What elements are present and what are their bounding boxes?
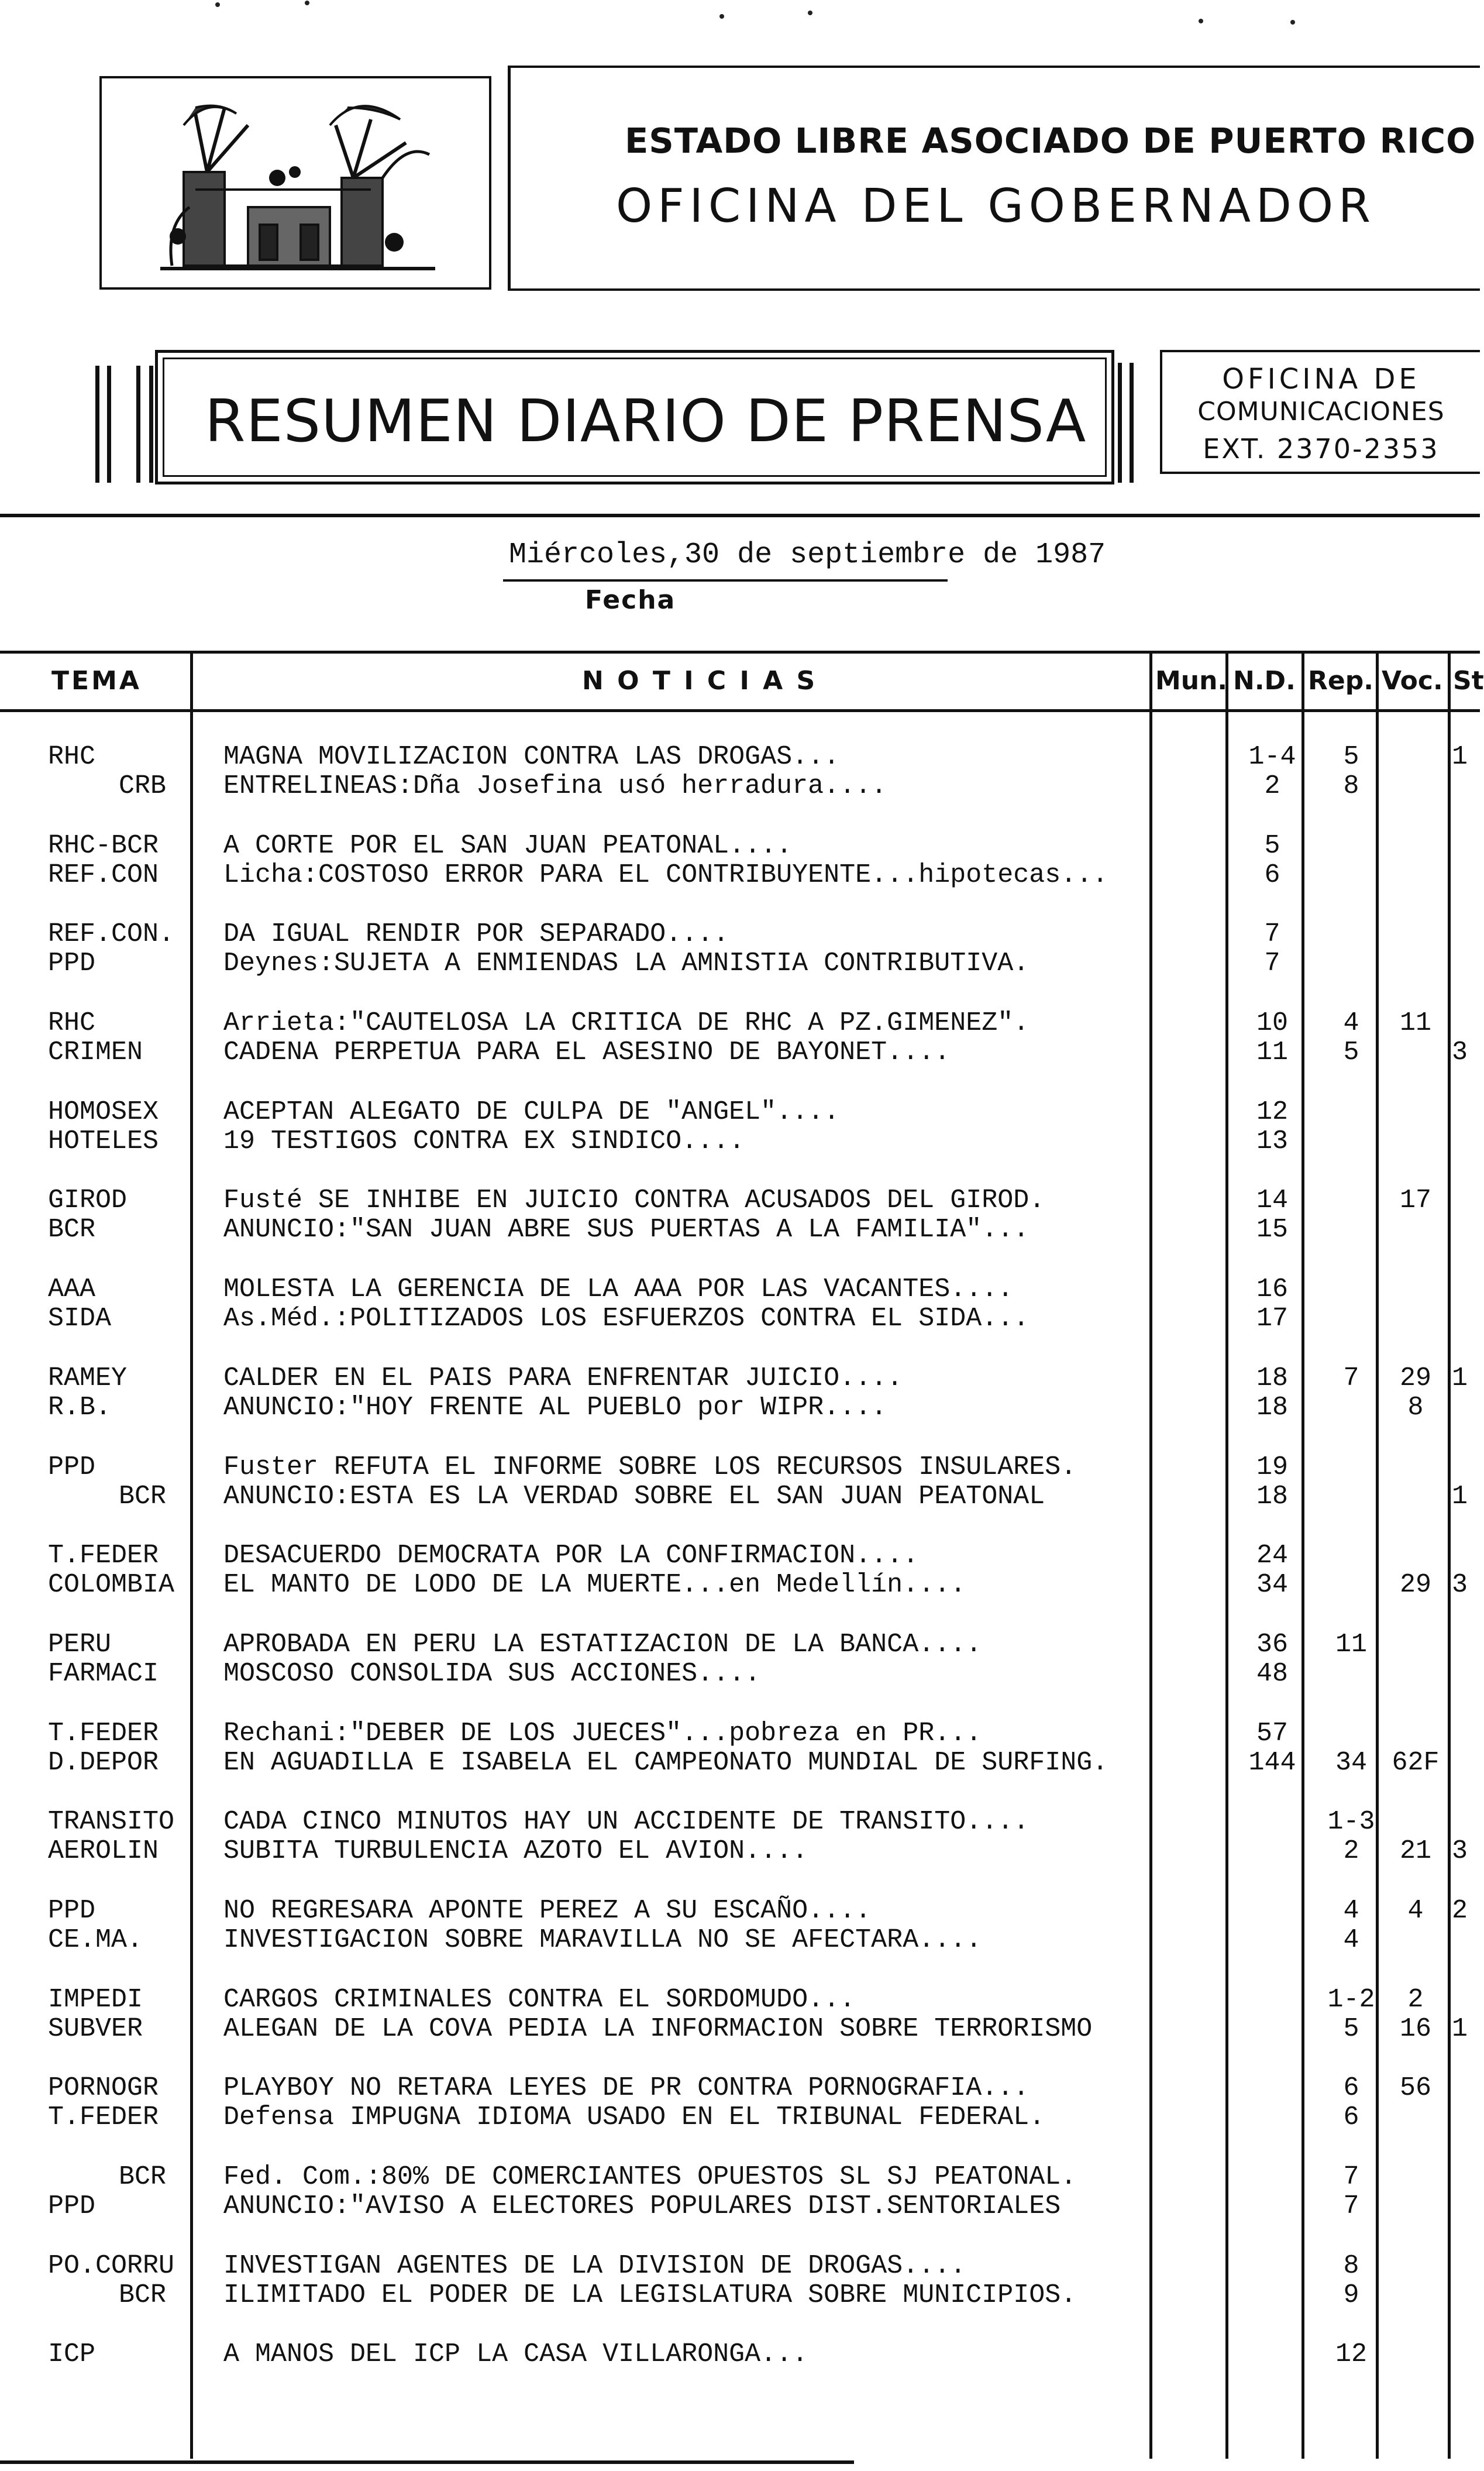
topic-cell: BCR — [119, 2162, 167, 2192]
fortaleza-illustration — [160, 90, 435, 283]
nd-page-cell: 1-4 — [1248, 742, 1296, 772]
headline-cell: DA IGUAL RENDIR POR SEPARADO.... — [223, 919, 729, 950]
news-line — [0, 1452, 1480, 1483]
news-row — [0, 2162, 1480, 2251]
news-line — [0, 2251, 1480, 2281]
topic-cell: BCR — [119, 1481, 167, 1511]
office-info — [1160, 350, 1480, 474]
nd-page-cell: 6 — [1264, 860, 1280, 890]
topic-cell: SUBVER — [48, 2013, 143, 2044]
news-line — [0, 1393, 1480, 1423]
rep-page-cell: 6 — [1343, 2073, 1359, 2104]
voc-page-cell: 16 — [1399, 2013, 1431, 2044]
topic-cell: PPD — [48, 2191, 96, 2221]
rep-page-cell: 4 — [1343, 1008, 1359, 1039]
news-row — [0, 1896, 1480, 1985]
col-header-rep: Rep. — [1308, 666, 1373, 696]
headline-cell: ANUNCIO:"HOY FRENTE AL PUEBLO por WIPR.... — [223, 1392, 887, 1422]
nd-page-cell: 57 — [1256, 1718, 1288, 1748]
col-header-nd: N.D. — [1233, 666, 1296, 696]
news-row — [0, 1719, 1480, 1807]
headline-cell: EL MANTO DE LODO DE LA MUERTE...en Medellín.... — [223, 1570, 966, 1600]
topic-cell: IMPEDI — [48, 1984, 143, 2015]
news-table-body — [0, 742, 1480, 2428]
nd-page-cell: 36 — [1256, 1629, 1288, 1659]
headline-cell: ANUNCIO:ESTA ES LA VERDAD SOBRE EL SAN JUAN PEATONAL — [223, 1481, 1045, 1511]
voc-page-cell: 29 — [1399, 1363, 1431, 1393]
headline-cell: Fuster REFUTA EL INFORME SOBRE LOS RECURSOS INSULARES. — [223, 1452, 1077, 1482]
topic-cell: CRIMEN — [48, 1037, 143, 1068]
seal-logo — [99, 76, 491, 290]
headline-cell: PLAYBOY NO RETARA LEYES DE PR CONTRA PORNOGRAFIA... — [223, 2073, 1029, 2104]
news-line — [0, 1126, 1480, 1157]
rep-page-cell: 1-2 — [1327, 1984, 1375, 2015]
topic-cell: SIDA — [48, 1304, 112, 1334]
news-row — [0, 919, 1480, 1008]
st-page-cell: 1 — [1452, 2013, 1468, 2044]
nd-page-cell: 16 — [1256, 1274, 1288, 1305]
voc-page-cell: 17 — [1399, 1185, 1431, 1216]
news-line — [0, 1215, 1480, 1245]
nd-page-cell: 14 — [1256, 1185, 1288, 1216]
st-page-cell: 1 — [1452, 742, 1468, 772]
nd-page-cell: 18 — [1256, 1363, 1288, 1393]
news-line — [0, 2073, 1480, 2104]
st-page-cell: 2 — [1452, 1895, 1468, 1926]
nd-page-cell: 12 — [1256, 1097, 1288, 1127]
news-line — [0, 1363, 1480, 1394]
headline-cell: DESACUERDO DEMOCRATA POR LA CONFIRMACION.... — [223, 1541, 919, 1571]
st-page-cell: 1 — [1452, 1363, 1468, 1393]
rep-page-cell: 1-3 — [1327, 1807, 1375, 1837]
news-row — [0, 831, 1480, 920]
news-line — [0, 1304, 1480, 1334]
news-row — [0, 1985, 1480, 2074]
news-row — [0, 1274, 1480, 1363]
topic-cell: D.DEPOR — [48, 1747, 159, 1778]
news-line — [0, 919, 1480, 950]
date-value: Miércoles,30 de septiembre de 1987 — [509, 538, 1106, 572]
topic-cell: T.FEDER — [48, 2102, 159, 2133]
col-header-mun: Mun. — [1155, 666, 1228, 696]
news-line — [0, 1630, 1480, 1660]
news-row — [0, 2251, 1480, 2340]
topic-cell: AAA — [48, 1274, 96, 1305]
headline-cell: Fusté SE INHIBE EN JUICIO CONTRA ACUSADOS DEL GIROD. — [223, 1185, 1045, 1216]
news-line — [0, 1570, 1480, 1600]
nd-page-cell: 2 — [1264, 771, 1280, 801]
bottom-rule — [0, 2460, 854, 2464]
topic-cell: RHC — [48, 1008, 96, 1039]
news-line — [0, 1541, 1480, 1571]
news-line — [0, 2339, 1480, 2370]
rep-page-cell: 7 — [1343, 2191, 1359, 2221]
headline-cell: ANUNCIO:"AVISO A ELECTORES POPULARES DIST.SENTORIALES — [223, 2191, 1061, 2221]
news-row — [0, 1452, 1480, 1541]
banner-right-bars — [1114, 363, 1138, 483]
topic-cell: CE.MA. — [48, 1924, 143, 1955]
headline-cell: ANUNCIO:"SAN JUAN ABRE SUS PUERTAS A LA FAMILIA"... — [223, 1215, 1029, 1245]
topic-cell: HOTELES — [48, 1126, 159, 1156]
date-underline — [503, 579, 948, 582]
nd-page-cell: 144 — [1248, 1747, 1296, 1778]
headline-cell: Rechani:"DEBER DE LOS JUECES"...pobreza en PR... — [223, 1718, 982, 1748]
topic-cell: FARMACI — [48, 1658, 159, 1689]
nd-page-cell: 24 — [1256, 1541, 1288, 1571]
rep-page-cell: 5 — [1343, 1037, 1359, 1068]
topic-cell: PERU — [48, 1629, 112, 1659]
news-line — [0, 1097, 1480, 1128]
news-row — [0, 2073, 1480, 2162]
banner-left-bars — [95, 366, 160, 483]
headline-cell: Deynes:SUJETA A ENMIENDAS LA AMNISTIA CONTRIBUTIVA. — [223, 948, 1029, 979]
topic-cell: GIROD — [48, 1185, 128, 1216]
rep-page-cell: 6 — [1343, 2102, 1359, 2133]
news-row — [0, 1541, 1480, 1630]
news-row — [0, 1363, 1480, 1452]
headline-cell: A CORTE POR EL SAN JUAN PEATONAL.... — [223, 830, 793, 861]
headline-cell: ALEGAN DE LA COVA PEDIA LA INFORMACION SOBRE TERRORISMO — [223, 2013, 1093, 2044]
nd-page-cell: 18 — [1256, 1481, 1288, 1511]
topic-cell: PPD — [48, 948, 96, 979]
news-line — [0, 948, 1480, 979]
headline-cell: INVESTIGAN AGENTES DE LA DIVISION DE DROGAS.... — [223, 2250, 966, 2281]
rep-page-cell: 34 — [1335, 1747, 1367, 1778]
news-line — [0, 1807, 1480, 1837]
headline-cell: NO REGRESARA APONTE PEREZ A SU ESCAÑO.... — [223, 1895, 872, 1926]
news-row — [0, 1185, 1480, 1274]
news-line — [0, 2014, 1480, 2044]
news-line — [0, 1925, 1480, 1956]
headline-cell: A MANOS DEL ICP LA CASA VILLARONGA... — [223, 2339, 808, 2370]
topic-cell: REF.CON. — [48, 919, 175, 950]
nd-page-cell: 48 — [1256, 1658, 1288, 1689]
news-line — [0, 2280, 1480, 2311]
heading-line-1: ESTADO LIBRE ASOCIADO DE PUERTO RICO — [625, 121, 1476, 161]
headline-cell: Defensa IMPUGNA IDIOMA USADO EN EL TRIBUNAL FEDERAL. — [223, 2102, 1045, 2133]
news-line — [0, 1985, 1480, 2015]
voc-page-cell: 29 — [1399, 1570, 1431, 1600]
topic-cell: BCR — [48, 1215, 96, 1245]
news-line — [0, 1659, 1480, 1689]
news-line — [0, 2191, 1480, 2222]
nd-page-cell: 15 — [1256, 1215, 1288, 1245]
headline-cell: 19 TESTIGOS CONTRA EX SINDICO.... — [223, 1126, 745, 1156]
banner-title: RESUMEN DIARIO DE PRENSA — [205, 387, 1087, 455]
table-header-rule — [0, 709, 1480, 712]
headline-cell: CALDER EN EL PAIS PARA ENFRENTAR JUICIO.... — [223, 1363, 903, 1393]
government-heading — [508, 66, 1480, 291]
news-row — [0, 742, 1480, 831]
table-top-rule — [0, 651, 1480, 654]
headline-cell: MOLESTA LA GERENCIA DE LA AAA POR LAS VACANTES.... — [223, 1274, 1014, 1305]
st-page-cell: 1 — [1452, 1481, 1468, 1511]
headline-cell: CARGOS CRIMINALES CONTRA EL SORDOMUDO... — [223, 1984, 856, 2015]
headline-cell: Arrieta:"CAUTELOSA LA CRITICA DE RHC A PZ.GIMENEZ". — [223, 1008, 1029, 1039]
voc-page-cell: 8 — [1407, 1392, 1424, 1422]
voc-page-cell: 4 — [1407, 1895, 1424, 1926]
nd-page-cell: 13 — [1256, 1126, 1288, 1156]
rep-page-cell: 2 — [1343, 1836, 1359, 1867]
headline-cell: SUBITA TURBULENCIA AZOTO EL AVION.... — [223, 1836, 808, 1867]
date-label: Fecha — [585, 585, 676, 615]
news-line — [0, 742, 1480, 772]
voc-page-cell: 62F — [1392, 1747, 1440, 1778]
nd-page-cell: 10 — [1256, 1008, 1288, 1039]
nd-page-cell: 19 — [1256, 1452, 1288, 1482]
headline-cell: CADA CINCO MINUTOS HAY UN ACCIDENTE DE TRANSITO.... — [223, 1807, 1029, 1837]
rep-page-cell: 4 — [1343, 1895, 1359, 1926]
news-row — [0, 1008, 1480, 1097]
col-header-voc: Voc. — [1382, 666, 1443, 696]
nd-page-cell: 34 — [1256, 1570, 1288, 1600]
st-page-cell: 3 — [1452, 1836, 1468, 1867]
news-line — [0, 1274, 1480, 1305]
news-line — [0, 1037, 1480, 1068]
topic-cell: T.FEDER — [48, 1718, 159, 1748]
headline-cell: ILIMITADO EL PODER DE LA LEGISLATURA SOBRE MUNICIPIOS. — [223, 2280, 1077, 2310]
news-line — [0, 1719, 1480, 1749]
rep-page-cell: 7 — [1343, 1363, 1359, 1393]
headline-cell: CADENA PERPETUA PARA EL ASESINO DE BAYONET.... — [223, 1037, 951, 1068]
headline-cell: INVESTIGACION SOBRE MARAVILLA NO SE AFECTARA.... — [223, 1924, 982, 1955]
news-line — [0, 1836, 1480, 1867]
topic-cell: ICP — [48, 2339, 96, 2370]
nd-page-cell: 7 — [1264, 919, 1280, 950]
rep-page-cell: 4 — [1343, 1924, 1359, 1955]
nd-page-cell: 7 — [1264, 948, 1280, 979]
news-line — [0, 1185, 1480, 1216]
nd-page-cell: 11 — [1256, 1037, 1288, 1068]
topic-cell: REF.CON — [48, 860, 159, 890]
headline-cell: Licha:COSTOSO ERROR PARA EL CONTRIBUYENTE...hipotecas... — [223, 860, 1108, 890]
headline-cell: ENTRELINEAS:Dña Josefina usó herradura.... — [223, 771, 887, 801]
rep-page-cell: 5 — [1343, 2013, 1359, 2044]
news-line — [0, 1896, 1480, 1926]
news-line — [0, 1482, 1480, 1512]
st-page-cell: 3 — [1452, 1570, 1468, 1600]
news-line — [0, 831, 1480, 861]
topic-cell: CRB — [119, 771, 167, 801]
nd-page-cell: 5 — [1264, 830, 1280, 861]
headline-cell: EN AGUADILLA E ISABELA EL CAMPEONATO MUNDIAL DE SURFING. — [223, 1747, 1108, 1778]
news-row — [0, 2339, 1480, 2428]
col-header-st: St — [1453, 666, 1484, 696]
news-line — [0, 771, 1480, 802]
topic-cell: R.B. — [48, 1392, 112, 1422]
office-line-1: OFICINA DE — [1222, 363, 1420, 396]
office-line-3: EXT. 2370-2353 — [1203, 433, 1440, 465]
heading-line-2: OFICINA DEL GOBERNADOR — [616, 179, 1376, 233]
topic-cell: AEROLIN — [48, 1836, 159, 1867]
topic-cell: PORNOGR — [48, 2073, 159, 2104]
rep-page-cell: 8 — [1343, 2250, 1359, 2281]
st-page-cell: 3 — [1452, 1037, 1468, 1068]
voc-page-cell: 11 — [1399, 1008, 1431, 1039]
office-line-2: COMUNICACIONES — [1197, 397, 1445, 427]
headline-cell: MAGNA MOVILIZACION CONTRA LAS DROGAS... — [223, 742, 840, 772]
headline-cell: ACEPTAN ALEGATO DE CULPA DE "ANGEL".... — [223, 1097, 840, 1127]
rep-page-cell: 7 — [1343, 2162, 1359, 2192]
news-line — [0, 860, 1480, 891]
headline-cell: Fed. Com.:80% DE COMERCIANTES OPUESTOS SL SJ PEATONAL. — [223, 2162, 1077, 2192]
rep-page-cell: 8 — [1343, 771, 1359, 801]
headline-cell: APROBADA EN PERU LA ESTATIZACION DE LA BANCA.... — [223, 1629, 982, 1659]
topic-cell: TRANSITO — [48, 1807, 175, 1837]
topic-cell: RAMEY — [48, 1363, 128, 1393]
banner-title-box — [155, 350, 1114, 484]
voc-page-cell: 2 — [1407, 1984, 1424, 2015]
rep-page-cell: 5 — [1343, 742, 1359, 772]
voc-page-cell: 21 — [1399, 1836, 1431, 1867]
news-row — [0, 1807, 1480, 1896]
voc-page-cell: 56 — [1399, 2073, 1431, 2104]
topic-cell: PPD — [48, 1895, 96, 1926]
topic-cell: PO.CORRU — [48, 2250, 175, 2281]
col-header-noticias: N O T I C I A S — [582, 666, 818, 696]
headline-cell: MOSCOSO CONSOLIDA SUS ACCIONES.... — [223, 1658, 761, 1689]
rep-page-cell: 9 — [1343, 2280, 1359, 2310]
col-header-tema: TEMA — [51, 666, 142, 696]
news-line — [0, 2162, 1480, 2192]
topic-cell: COLOMBIA — [48, 1570, 175, 1600]
header-divider — [0, 514, 1480, 517]
topic-cell: BCR — [119, 2280, 167, 2310]
topic-cell: PPD — [48, 1452, 96, 1482]
news-row — [0, 1097, 1480, 1186]
news-line — [0, 1008, 1480, 1039]
headline-cell: As.Méd.:POLITIZADOS LOS ESFUERZOS CONTRA EL SIDA... — [223, 1304, 1029, 1334]
news-line — [0, 1748, 1480, 1778]
rep-page-cell: 11 — [1335, 1629, 1367, 1659]
scan-specks — [0, 0, 1480, 23]
nd-page-cell: 17 — [1256, 1304, 1288, 1334]
news-row — [0, 1630, 1480, 1719]
topic-cell: T.FEDER — [48, 1541, 159, 1571]
topic-cell: RHC-BCR — [48, 830, 159, 861]
topic-cell: HOMOSEX — [48, 1097, 159, 1127]
news-line — [0, 2102, 1480, 2133]
topic-cell: RHC — [48, 742, 96, 772]
nd-page-cell: 18 — [1256, 1392, 1288, 1422]
rep-page-cell: 12 — [1335, 2339, 1367, 2370]
